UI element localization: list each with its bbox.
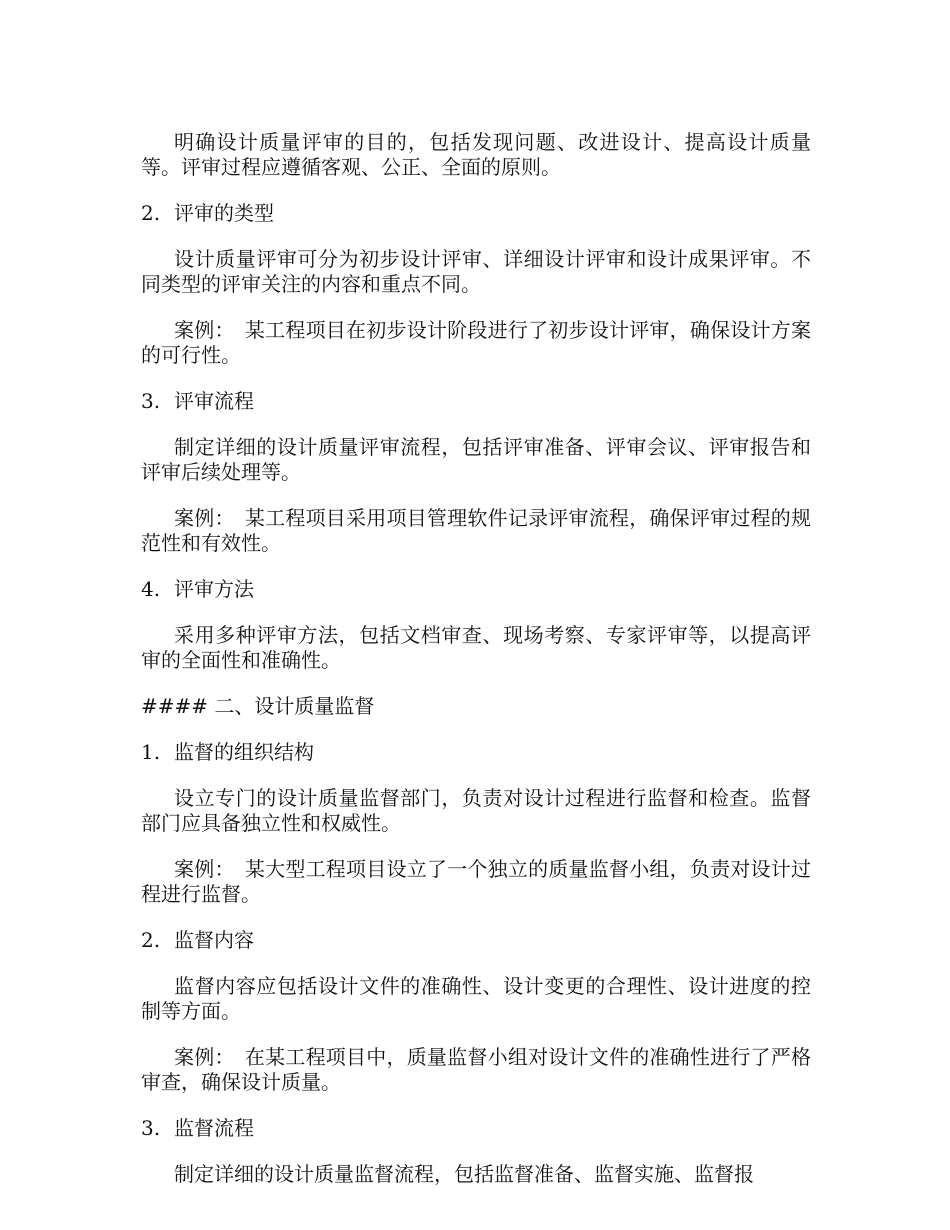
- heading-number: 4.: [141, 577, 161, 601]
- heading-text: 评审方法: [174, 577, 254, 601]
- heading-number: 2.: [141, 928, 161, 952]
- paragraph-supervision-content: 监督内容应包括设计文件的准确性、设计变更的合理性、设计进度的控制等方面。: [141, 974, 811, 1023]
- paragraph-case-review-software: 案例： 某工程项目采用项目管理软件记录评审流程，确保评审过程的规范性和有效性。: [141, 506, 811, 555]
- paragraph-supervision-structure: 设立专门的设计质量监督部门，负责对设计过程进行监督和检查。监督部门应具备独立性和权威性。: [141, 786, 811, 835]
- heading-text: 监督的组织结构: [174, 740, 314, 764]
- heading-number: 1.: [141, 740, 161, 764]
- heading-text: 监督内容: [174, 928, 254, 952]
- section-heading-design-supervision: [141, 694, 811, 719]
- heading-review-types: [141, 201, 811, 226]
- heading-text: 评审的类型: [174, 201, 274, 225]
- heading-text: 评审流程: [174, 389, 254, 413]
- paragraph-case-preliminary-review: 案例： 某工程项目在初步设计阶段进行了初步设计评审，确保设计方案的可行性。: [141, 318, 811, 367]
- document-body: [141, 130, 811, 1208]
- heading-supervision-structure: [141, 740, 811, 765]
- paragraph-supervision-process: 制定详细的设计质量监督流程，包括监督准备、监督实施、监督报: [174, 1162, 754, 1186]
- heading-number: 3.: [141, 389, 161, 413]
- paragraph-review-process: 制定详细的设计质量评审流程，包括评审准备、评审会议、评审报告和评审后续处理等。: [141, 435, 811, 484]
- markdown-marker: ####: [141, 694, 209, 718]
- paragraph-review-purpose: 明确设计质量评审的目的，包括发现问题、改进设计、提高设计质量等。评审过程应遵循客观、公正、全面的原则。: [141, 130, 811, 179]
- heading-number: 2.: [141, 201, 161, 225]
- heading-review-methods: [141, 577, 811, 602]
- heading-number: 3.: [141, 1116, 161, 1140]
- heading-supervision-content: [141, 928, 811, 953]
- heading-review-process: [141, 389, 811, 414]
- paragraph-review-types: 设计质量评审可分为初步设计评审、详细设计评审和设计成果评审。不同类型的评审关注的内容和重点不同。: [141, 247, 811, 296]
- paragraph-review-methods: 采用多种评审方法，包括文档审查、现场考察、专家评审等，以提高评审的全面性和准确性。: [141, 623, 811, 672]
- heading-text: 二、设计质量监督: [208, 694, 375, 718]
- heading-supervision-process: [141, 1116, 811, 1141]
- heading-text: 监督流程: [174, 1116, 254, 1140]
- paragraph-case-supervision-team: 案例： 某大型工程项目设立了一个独立的质量监督小组，负责对设计过程进行监督。: [141, 857, 811, 906]
- paragraph-case-document-review: 案例： 在某工程项目中，质量监督小组对设计文件的准确性进行了严格审查，确保设计质量。: [141, 1045, 811, 1094]
